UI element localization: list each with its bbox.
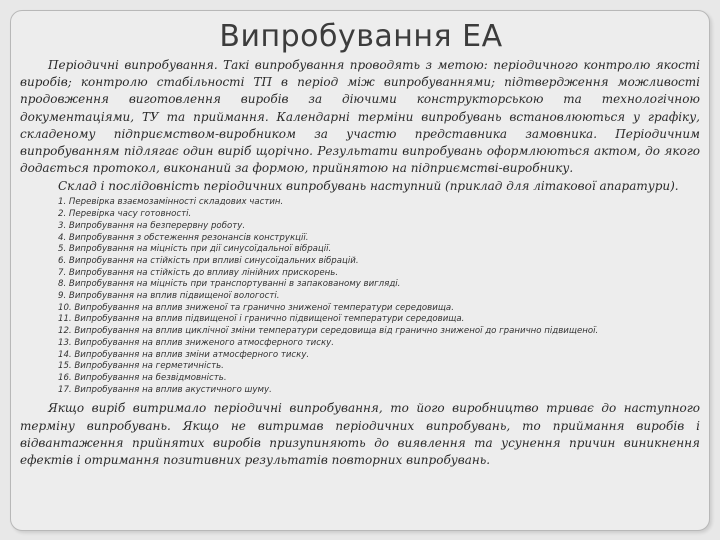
list-item: 8. Випробування на міцність при транспортуванні в запакованому вигляді. bbox=[58, 279, 401, 290]
list-item: 11. Випробування на вплив підвищеної і гранично підвищеної температури середовища. bbox=[58, 314, 465, 325]
list-item: 9. Випробування на вплив підвищеної вологості. bbox=[58, 291, 280, 302]
test-steps-list bbox=[20, 197, 700, 396]
list-item: 16. Випробування на безвідмовність. bbox=[58, 372, 227, 383]
list-item: 5. Випробування на міцність при дії синусоїдальної вібрації. bbox=[58, 244, 332, 255]
composition-line: Склад і послідовність періодичних випробувань наступний (приклад для літакової апаратури). bbox=[58, 179, 679, 194]
list-item: 15. Випробування на герметичність. bbox=[58, 361, 224, 372]
final-paragraph: Якщо виріб витримало періодичні випробування, то його виробництво триває до наступного терміну випробувань. Якщо не витримав періодичних випробувань, то приймання виробів і відвантаження прийнятих виробів призупиняють до виявлення та усунення причин виникнення ефектів і отримання позитивних результатів повторних випробувань. bbox=[20, 401, 700, 467]
intro-paragraph: Періодичні випробування. Такі випробування проводять з метою: періодичного контролю якості виробів; контролю стабільності ТП в період між випробуваннями; підтвердження можливості продовження виготовлення виробів за діючими конструкторською та технологічною документаціями, ТУ та приймання. Календарні терміни випробувань встановлюються у графіку, складеному підприємством-виробником за участю представника замовника. Періодичним випробуванням підлягає один виріб щорічно. Результати випробувань оформлюються актом, до якого додається протокол, виконаний за формою, прийнятою на підприємстві-виробнику. bbox=[20, 58, 700, 176]
list-item: 12. Випробування на вплив циклічної зміни температури середовища від гранично зниженої до гранично підвищеної. bbox=[58, 326, 599, 337]
slide-title: Випробування ЕА bbox=[219, 19, 503, 54]
list-item: 4. Випробування з обстеження резонансів конструкції. bbox=[58, 232, 309, 243]
list-item: 3. Випробування на безперервну роботу. bbox=[58, 220, 246, 231]
list-item: 13. Випробування на вплив зниженого атмосферного тиску. bbox=[58, 337, 334, 348]
list-item: 17. Випробування на вплив акустичного шуму. bbox=[58, 384, 272, 395]
list-item: 7. Випробування на стійкість до впливу лінійних прискорень. bbox=[58, 267, 339, 278]
list-item: 10. Випробування на вплив зниженої та гранично зниженої температури середовища. bbox=[58, 302, 454, 313]
list-item: 14. Випробування на вплив зміни атмосферного тиску. bbox=[58, 349, 310, 360]
list-item: 2. Перевірка часу готовності. bbox=[58, 209, 192, 220]
slide-body bbox=[20, 57, 700, 469]
slide bbox=[10, 10, 710, 531]
list-item: 6. Випробування на стійкість при впливі синусоїдальних вібрацій. bbox=[58, 255, 359, 266]
list-item: 1. Перевірка взаємозамінності складових частин. bbox=[58, 197, 284, 208]
